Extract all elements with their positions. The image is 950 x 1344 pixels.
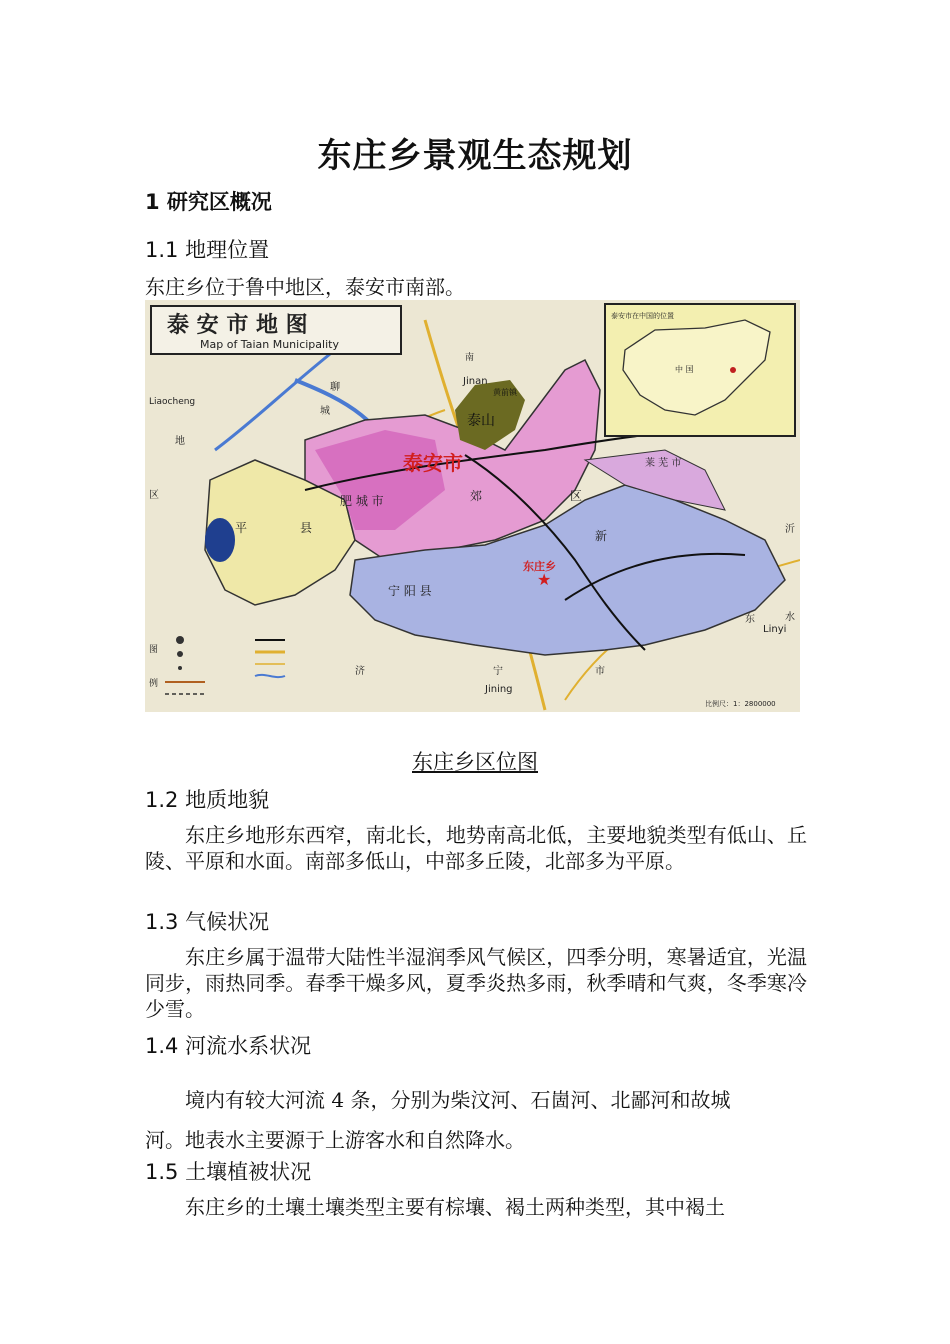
- legend-label-li: 例: [149, 679, 159, 689]
- inset-china-label: 中 国: [675, 365, 694, 374]
- map-label-linyi: Linyi: [763, 624, 787, 635]
- map-label-yi: 沂: [785, 524, 795, 535]
- taian-map-image: [145, 300, 800, 712]
- map-label-di: 地: [175, 436, 185, 447]
- map-label-jinan: Jinan: [463, 376, 488, 387]
- map-label-feicheng: 肥 城 市: [340, 494, 384, 508]
- paragraph-geology: 东庄乡地形东西窄，南北长，地势南高北低，主要地貌类型有低山、丘陵、平原和水面。南部多低山，中部多丘陵，北部多为平原。: [145, 823, 807, 873]
- map-label-laiwu: 莱 芜 市: [645, 458, 682, 469]
- map-label-ji: 济: [355, 666, 365, 677]
- map-title-en: Map of Taian Municipality: [200, 338, 339, 351]
- paragraph-climate: 东庄乡属于温带大陆性半湿润季风气候区，四季分明，寒暑适宜，光温同步，雨热同季。春季干燥多风，夏季炎热多雨，秋季晴和气爽，冬季寒冷少雪。: [145, 945, 807, 1021]
- paragraph-location: 东庄乡位于鲁中地区，泰安市南部。: [145, 275, 465, 299]
- map-label-xintai: 新: [595, 529, 608, 543]
- map-label-taishan: 泰山: [467, 413, 495, 429]
- map-label-liao: 聊: [330, 382, 340, 393]
- map-label-dong: 东: [745, 614, 755, 625]
- paragraph-rivers-line2: 河。地表水主要源于上游客水和自然降水。: [145, 1128, 525, 1152]
- map-label-qu2: 区: [149, 490, 159, 501]
- map-label-cheng: 城: [320, 406, 330, 417]
- map-label-dongzhuang: 东庄乡: [523, 560, 556, 573]
- map-label-jiaoqu: 郊: [470, 489, 483, 503]
- document-title: 东庄乡景观生态规划: [317, 136, 633, 176]
- map-label-liaocheng: Liaocheng: [149, 397, 196, 407]
- subsection-heading-1-4: 1.4 河流水系状况: [145, 1034, 312, 1058]
- map-label-qu: 区: [570, 489, 583, 503]
- star-icon: ★: [537, 570, 552, 589]
- subsection-heading-1-2: 1.2 地质地貌: [145, 788, 270, 812]
- map-scale: 比例尺：1：2800000: [705, 700, 776, 708]
- map-title-cn: 泰 安 市 地 图: [167, 313, 308, 338]
- map-label-shi: 市: [595, 666, 605, 677]
- map-label-jining: Jining: [485, 684, 513, 695]
- figure-caption: 东庄乡区位图: [412, 750, 538, 774]
- map-label-taian: 泰安市: [403, 451, 463, 475]
- map-label-huangqianzhen: 黄前镇: [493, 388, 517, 397]
- map-label-dongping: 平: [235, 521, 248, 535]
- map-label-jinan-cn: 南: [465, 353, 475, 363]
- subsection-heading-1-5: 1.5 土壤植被状况: [145, 1160, 312, 1184]
- map-label-ningyang: 宁 阳 县: [388, 584, 432, 598]
- paragraph-rivers-line1: 境内有较大河流 4 条，分别为柴汶河、石崮河、北鄙河和故城: [185, 1088, 731, 1112]
- subsection-heading-1-3: 1.3 气候状况: [145, 910, 270, 934]
- section-heading-1: 1 研究区概况: [145, 190, 272, 214]
- paragraph-soil: 东庄乡的土壤土壤类型主要有棕壤、褐土两种类型，其中褐土: [185, 1195, 725, 1219]
- map-label-shui: 水: [785, 612, 795, 623]
- location-map-figure: [145, 300, 800, 712]
- map-label-xian: 县: [300, 521, 313, 535]
- map-label-jining-cn: 宁: [493, 666, 503, 677]
- legend-label-tu: 图: [149, 645, 159, 655]
- subsection-heading-1-1: 1.1 地理位置: [145, 238, 270, 262]
- inset-title: 泰安市在中国的位置: [611, 312, 674, 320]
